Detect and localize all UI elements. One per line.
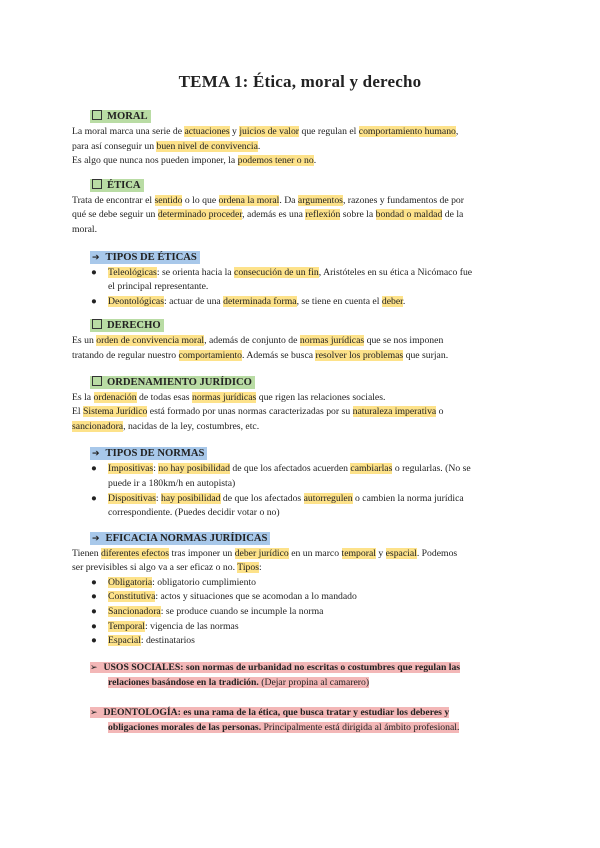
paragraph-line: ser previsibles si algo va a ser eficaz o no. Tipos: bbox=[72, 562, 262, 574]
bullet-icon: ● bbox=[91, 620, 97, 632]
list-item: ● Deontológicas: actuar de una determinada forma, se tiene en cuenta el deber. bbox=[108, 295, 528, 310]
paragraph-line: sancionadora, nacidas de la ley, costumbres, etc. bbox=[72, 420, 260, 432]
paragraph-line: El Sistema Jurídico está formado por unas normas caracterizadas por su naturaleza imperativa o bbox=[72, 406, 444, 418]
paragraph-line: para así conseguir un buen nivel de convivencia. bbox=[72, 140, 261, 152]
arrow-right-icon: ➔ bbox=[92, 449, 100, 460]
section-tipos-eticas bbox=[72, 252, 528, 310]
list-item: ● Teleológicas: se orienta hacia la consecución de un fin, Aristóteles en su ética a Nicómaco fue el principal representante. bbox=[91, 266, 473, 293]
heading-eficacia: ➔ EFICACIA NORMAS JURÍDICAS bbox=[90, 533, 528, 544]
triangle-arrow-icon: ➢ bbox=[90, 708, 98, 719]
heading-tipos-eticas: ➔ TIPOS DE ÉTICAS bbox=[90, 252, 528, 263]
heading-ordenamiento: ORDENAMIENTO JURÍDICO bbox=[90, 376, 528, 388]
bullet-icon: ● bbox=[91, 591, 97, 603]
list-item: ● Dispositivas: hay posibilidad de que los afectados autorregulen o cambien la norma jurídica correspondiente. (Puedes decidir votar o no) bbox=[91, 492, 464, 519]
bullet-list bbox=[72, 462, 528, 520]
list-item: ● Sancionadora: se produce cuando se incumple la norma bbox=[108, 605, 528, 620]
paragraph-line: tratando de regular nuestro comportamiento. Además se busca resolver los problemas que surjan. bbox=[72, 349, 449, 361]
section-derecho bbox=[72, 319, 528, 363]
bullet-icon: ● bbox=[91, 606, 97, 618]
document-page bbox=[72, 72, 528, 736]
paragraph-line: Tienen diferentes efectos tras imponer un deber jurídico en un marco temporal y espacial. Podemos bbox=[72, 547, 458, 559]
bullet-icon: ● bbox=[91, 463, 97, 475]
list-item: ● Temporal: vigencia de las normas bbox=[108, 620, 528, 635]
bullet-icon: ● bbox=[91, 492, 97, 504]
heading-tipos-normas: ➔ TIPOS DE NORMAS bbox=[90, 448, 528, 459]
heading-moral: MORAL bbox=[90, 110, 528, 122]
heading-derecho: DERECHO bbox=[90, 319, 528, 331]
checkbox-icon bbox=[92, 319, 102, 329]
paragraph-line: moral. bbox=[72, 223, 98, 235]
section-ordenamiento bbox=[72, 376, 528, 435]
section-etica bbox=[72, 179, 528, 238]
bullet-icon: ● bbox=[91, 266, 97, 278]
list-item: ● Obligatoria: obligatorio cumplimiento bbox=[108, 576, 528, 591]
paragraph-line: La moral marca una serie de actuaciones y juicios de valor que regulan el comportamiento humano, bbox=[72, 126, 459, 137]
page-title: TEMA 1: Ética, moral y derecho bbox=[178, 72, 422, 91]
checkbox-icon bbox=[92, 376, 102, 386]
arrow-right-icon: ➔ bbox=[92, 252, 100, 263]
heading-etica: ÉTICA bbox=[90, 179, 528, 191]
bullet-icon: ● bbox=[91, 295, 97, 307]
note-deontologia: ➢ DEONTOLOGÍA: es una rama de la ética, que busca tratar y estudiar los deberes y obligaciones morales de las personas. Principalmente está dirigida al ámbito profesional. bbox=[90, 707, 460, 734]
paragraph-line: qué se debe seguir un determinado proceder, además es una reflexión sobre la bondad o maldad de la bbox=[72, 209, 464, 221]
paragraph-line: Trata de encontrar el sentido o lo que ordena la moral. Da argumentos, razones y fundamentos de por bbox=[72, 194, 464, 206]
section-moral bbox=[72, 110, 528, 169]
bullet-icon: ● bbox=[91, 635, 97, 647]
list-item: ● Constitutiva: actos y situaciones que se acomodan a lo mandado bbox=[108, 590, 528, 605]
arrow-right-icon: ➔ bbox=[92, 533, 100, 544]
list-item: ● Impositivas: no hay posibilidad de que los afectados acuerden cambiarlas o regularlas. (No se puede ir a 180km/h en autopista) bbox=[91, 463, 471, 489]
checkbox-icon bbox=[92, 179, 102, 189]
section-tipos-normas bbox=[72, 448, 528, 520]
bullet-icon: ● bbox=[91, 576, 97, 588]
paragraph-line: Es la ordenación de todas esas normas jurídicas que rigen las relaciones sociales. bbox=[72, 391, 386, 403]
note-usos-sociales: ➢ USOS SOCIALES: son normas de urbanidad no escritas o costumbres que regulan las relaciones basándose en la tradición. (Dejar propina al camarero) bbox=[90, 661, 461, 688]
checkbox-icon bbox=[92, 110, 102, 120]
list-item: ● Espacial: destinatarios bbox=[108, 634, 528, 649]
bullet-list bbox=[72, 266, 528, 310]
section-eficacia bbox=[72, 533, 528, 649]
paragraph-line: Es algo que nunca nos pueden imponer, la podemos tener o no. bbox=[72, 155, 317, 167]
paragraph-line: Es un orden de convivencia moral, además de conjunto de normas jurídicas que se nos imponen bbox=[72, 335, 444, 347]
triangle-arrow-icon: ➢ bbox=[90, 662, 98, 673]
bullet-list bbox=[72, 576, 528, 649]
